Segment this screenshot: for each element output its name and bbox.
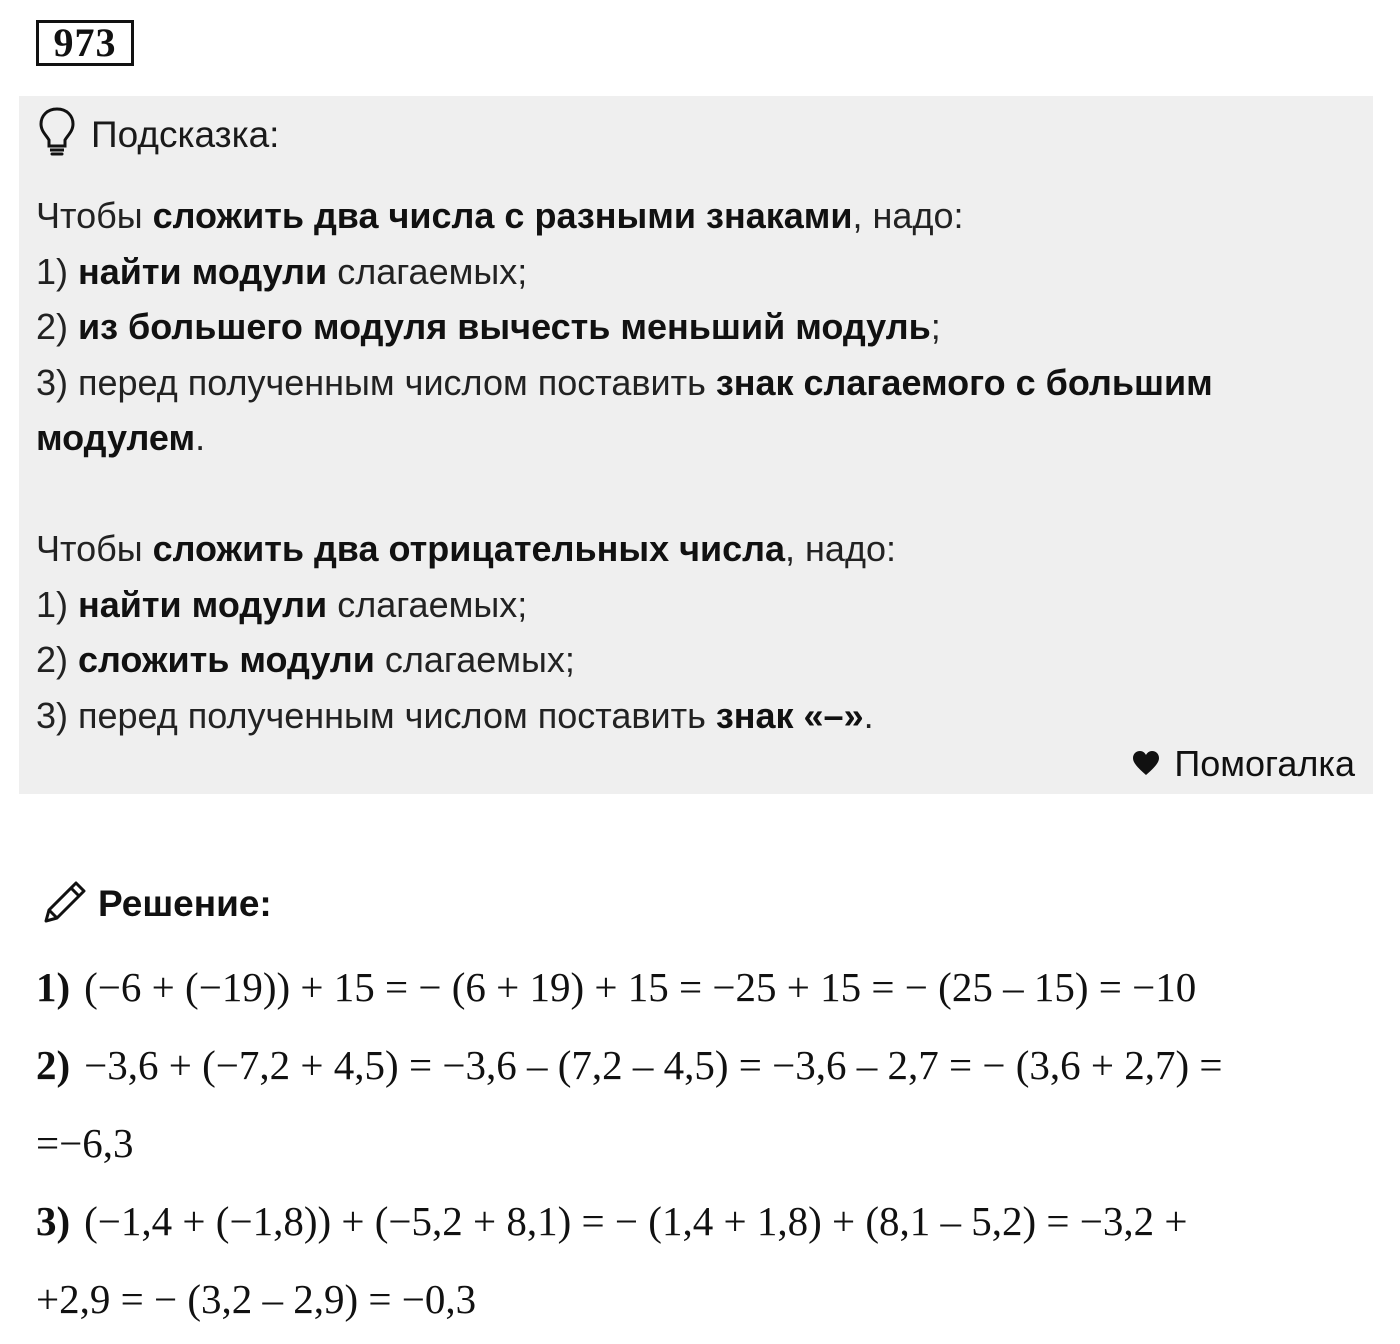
hint-text: Чтобы bbox=[36, 528, 153, 569]
solution-item-number: 1) bbox=[36, 964, 71, 1010]
solution-expression: −3,6 + (−7,2 + 4,5) = −3,6 – (7,2 – 4,5) = −3,6 – 2,7 = − (3,6 + 2,7) = bbox=[84, 1042, 1223, 1088]
hint-text: слагаемых; bbox=[374, 639, 575, 680]
hint-box bbox=[19, 96, 1373, 794]
hint-line bbox=[36, 244, 1356, 300]
hint-bold-text: найти модули bbox=[78, 583, 328, 625]
solution-title: Решение: bbox=[98, 883, 272, 924]
solution-line bbox=[36, 948, 1376, 1026]
hint-text: 3) перед полученным числом поставить bbox=[36, 694, 716, 736]
hint-bold-text: знак «–» bbox=[715, 694, 864, 736]
solution-line bbox=[36, 1104, 1376, 1182]
task-number: 973 bbox=[36, 20, 134, 66]
hint-text: 1) bbox=[36, 250, 79, 292]
hint-text: 1) bbox=[36, 583, 79, 625]
solution-expression: (−1,4 + (−1,8)) + (−5,2 + 8,1) = − (1,4 + 1,8) + (8,1 – 5,2) = −3,2 + bbox=[84, 1198, 1188, 1244]
solution-line bbox=[36, 1026, 1376, 1104]
hint-line bbox=[36, 355, 1356, 411]
hint-text: . bbox=[195, 417, 206, 458]
credit bbox=[1132, 738, 1355, 790]
hint-text: слагаемых; bbox=[327, 583, 528, 625]
hint-text: слагаемых; bbox=[327, 250, 528, 292]
solution-item-number: 3) bbox=[36, 1198, 71, 1244]
solution-expression: =−6,3 bbox=[36, 1120, 134, 1166]
hint-line bbox=[36, 632, 1356, 688]
hint-body bbox=[36, 188, 1356, 743]
hint-bold-text: найти модули bbox=[78, 250, 328, 292]
hint-bold-text: знак слагаемого с большим bbox=[715, 361, 1213, 403]
hint-spacer bbox=[36, 466, 1356, 522]
hint-line bbox=[36, 188, 1356, 244]
hint-line bbox=[36, 521, 1356, 577]
pencil-icon bbox=[40, 877, 90, 932]
hint-text: , надо: bbox=[785, 528, 896, 569]
hint-text: Чтобы bbox=[36, 195, 153, 236]
solution-item-number: 2) bbox=[36, 1042, 71, 1088]
solution-header bbox=[40, 876, 272, 932]
hint-line bbox=[36, 577, 1356, 633]
solution-expression: +2,9 = − (3,2 – 2,9) = −0,3 bbox=[36, 1276, 477, 1322]
hint-text: ; bbox=[930, 306, 941, 347]
hint-text: . bbox=[863, 694, 874, 736]
hint-line bbox=[36, 299, 1356, 355]
solution-line bbox=[36, 1182, 1376, 1260]
heart-icon bbox=[1132, 738, 1160, 790]
hint-bold-text: из большего модуля вычесть меньший модуль bbox=[78, 306, 931, 347]
hint-text: , надо: bbox=[852, 195, 964, 236]
solution-body bbox=[36, 948, 1376, 1338]
hint-text: 3) перед полученным числом поставить bbox=[36, 361, 716, 403]
hint-line bbox=[36, 410, 1356, 466]
hint-text: 2) bbox=[36, 306, 79, 347]
hint-bold-text: сложить два отрицательных числа bbox=[152, 528, 786, 569]
credit-label: Помогалка bbox=[1174, 743, 1355, 784]
hint-bold-text: сложить два числа с разными знаками bbox=[152, 195, 853, 236]
hint-bold-text: сложить модули bbox=[78, 639, 375, 680]
hint-header bbox=[37, 106, 279, 163]
hint-bold-text: модулем bbox=[36, 417, 196, 458]
hint-text: 2) bbox=[36, 639, 79, 680]
solution-expression: (−6 + (−19)) + 15 = − (6 + 19) + 15 = −25 + 15 = − (25 – 15) = −10 bbox=[84, 964, 1197, 1010]
lightbulb-icon bbox=[37, 106, 77, 163]
solution-line bbox=[36, 1260, 1376, 1338]
hint-title: Подсказка: bbox=[91, 113, 280, 155]
hint-line bbox=[36, 688, 1356, 744]
